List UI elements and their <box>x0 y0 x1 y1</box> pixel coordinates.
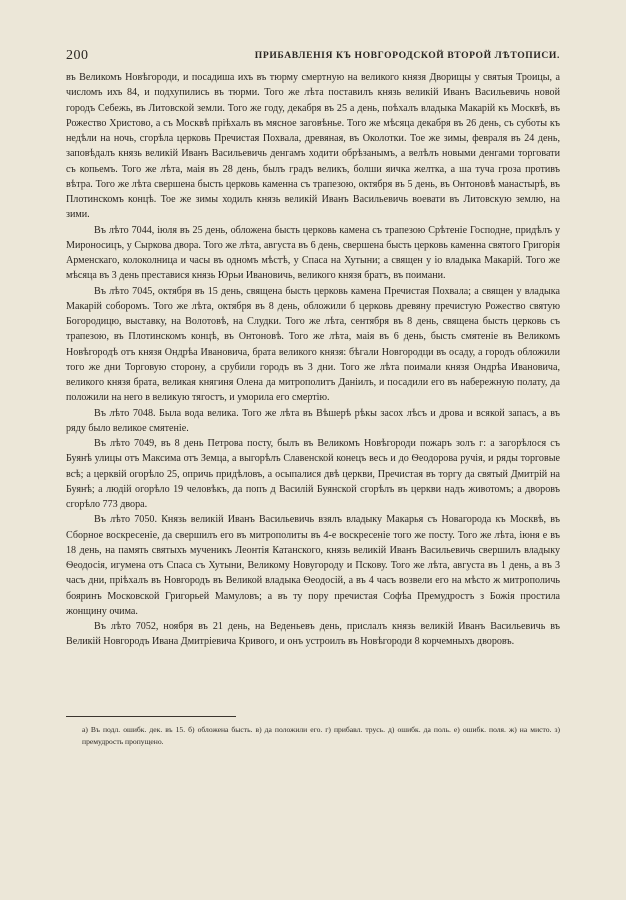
paragraph: Въ лѣто 7044, іюля въ 25 день, обложена бысть церковь камена съ трапезою Срѣтеніе Господне, придѣлъ у Мироносицъ, у Сыркова двора. Того же лѣта, августа въ 6 день, свершена бысть церковь каменна святого Григорія Арменскаго, колоколница и часы въ одномъ мѣстѣ, у Спаса на Хутыни; а священ у іо владыка Макарій. Того же мѣсяца въ 3 день преставися князь Юрьи Ивановичь, великого князя братъ, въ поимани. <box>66 224 560 282</box>
footnote-divider <box>66 716 236 717</box>
paragraph: Въ лѣто 7048. Была вода велика. Того же лѣта въ Вѣшерѣ рѣкы засох лѣсъ и дрова и всякой запасъ, а въ ряду было великое смятеніе. <box>66 407 560 434</box>
footnotes <box>82 724 560 748</box>
paragraph: Въ лѣто 7045, октября въ 15 день, священа бысть церковь камена Пречистая Похвала; а священ у владыка Макарій соборомъ. Того же лѣта, октября въ 8 день, обложили б церковь древяну пречистую Рожество святую Богородицю, выставку, на Волотовѣ, на Слудки. Того же лѣта, сентября въ 8 день, священа бысть церковь съ трапезою, въ Плотинскомъ концѣ, въ Онтоновѣ. Того же лѣта, маія въ 6 день, бысть смятеніе въ Великомъ Новѣгородѣ отъ князя Ондрѣа Ивановича, брата великого князя: бѣгали Новгородци въ осаду, а городъ обложили того же дни Торговую сторону, а срубили городъ въ 3 дни. Того же лѣта поимали князя Ондрѣа Ивановича, великого князя брата, великая княгиня Олена да митрополитъ Даніилъ, и посадили его въ набережную полату, да положили на него в великую тягостъ, и уморила его смертію. <box>66 285 560 404</box>
running-title: ПРИБАВЛЕНІЯ КЪ НОВГОРОДСКОЙ ВТОРОЙ ЛѢТОПИСИ. <box>254 50 560 61</box>
paragraph: Въ лѣто 7050. Князь великій Иванъ Васильевичь взялъ владыку Макарья съ Новагорода къ Москвѣ, въ Сборное воскресеніе, да свершилъ его въ митрополиты въ 4-е воскресеніе того же посту. Того же лѣта, іюня е въ 18 день, на память святыхъ мученикъ Леонтія Катанского, князь великій Иванъ Васильевичь свершилъ владыку Ѳеодосія, игумена отъ Спаса съ Хутыни, Великому Новугороду и Пскову. Того же лѣта, августа въ 1 день, а въ 3 часъ дни, пріѣхалъ въ Новгородъ въ Великой владыка Ѳеодосій, а въ 4 часъ возвели его на мѣсто ж митрополичь бояринъ Московской Григорьей Мамуловъ; а въ ту пору пречистая Софѣа Премудростъ з Божія простила жонщину очима. <box>66 514 560 617</box>
paragraph: Въ лѣто 7049, въ 8 день Петрова посту, былъ въ Великомъ Новѣгороди пожаръ золъ г: а загорѣлося съ Буянѣ улицы отъ Максима отъ Земца, а выгорѣлъ Славенской конецъ весь и до Ѳеодорова ручія, и ряды торговые всѣ; а церквій огорѣло 25, опричь придѣловъ, а осыпалися двѣ церкви, Пречистая въ торгу да святый Дмитрій на Буянѣ; а людій огорѣло 19 человѣкъ, да попъ д Василій Буянской сгорѣлъ въ церкви надъ животомъ; а дворовъ сгорѣло 773 двора. <box>66 438 560 510</box>
page-number: 200 <box>66 48 89 63</box>
paragraph: въ Великомъ Новѣгороди, и посадиша ихъ въ тюрму смертную на великого князя Дворищы у святыя Троицы, а числомъ ихъ 84, и подхупились въ тюрми. Того же лѣта поставилъ князь великій Иванъ Васильевичь новой городъ Себежь, въ Литовской земли. Того же году, декабря въ 25 а день, поѣхалъ владыка Макарій къ Москвѣ, въ Рожество Христово, а съ Москвѣ пріѣхалъ въ мясное заговѣнье. Того же мѣсяца декабря въ 26 день, съ суботы къ недѣли на ночь, сгорѣла церковь Пречистая Похвала, древяная, въ Околотки. Тое же зимы, февраля въ 24 день, заповѣдалъ князь великій Иванъ Васильевичь денгамъ ходити обрѣзанымъ, а велѣлъ новыми денгами торговати съ копьемъ. Того же лѣта, маія въ 28 день, былъ градъ великъ, болши яичка желтка, а ша туча гроза противъ вѣтра. Того же лѣта свершена бысть церковь каменна съ трапезою, октября въ 5 день, въ Онтоновѣ манастырѣ, въ Плотинскомъ концѣ. Тое же зимы ходилъ князь великій Иванъ Васильевичь воевати въ Литовскую землю, на зими. <box>66 72 560 221</box>
chronicle-text <box>66 70 560 650</box>
paragraph: Въ лѣто 7052, ноября въ 21 день, на Веденьевъ день, прислалъ князь великій Иванъ Васильевичь въ Великій Новгородъ Ивана Дмитріевича Кривого, и онъ устроилъ въ Новѣгороди 8 корчемныхъ дворовъ. <box>66 621 560 648</box>
page-header <box>66 48 560 66</box>
footnote: а) Въ подл. ошибк. дек. въ 15. б) обложена бысть. в) да положили его. г) прибавл. трусь. д) ошибк. да поль. е) ошибк. поля. ж) на мисто. з) премудрость пропущено. <box>82 725 560 746</box>
